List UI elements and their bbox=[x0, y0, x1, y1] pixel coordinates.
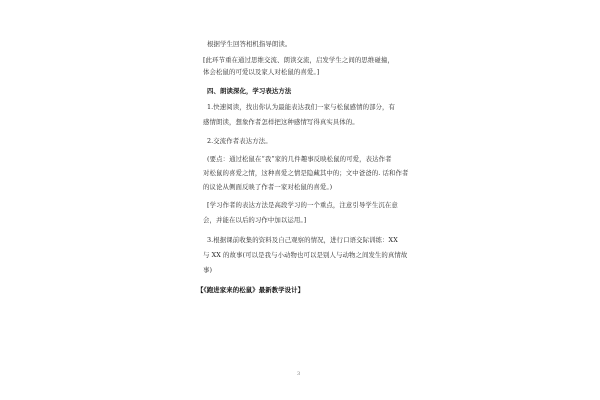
text-line-7: 2.交流作者表达方法。 bbox=[207, 137, 272, 145]
section-heading: 四、朗读深化，学习表达方法 bbox=[207, 87, 292, 95]
text-line-10: 的议论从侧面反映了作者一家对松鼠的喜爱。) bbox=[203, 183, 333, 191]
text-line-6: 感情朗读，想象作者怎样把这种感情写得真实具体的。 bbox=[203, 118, 359, 126]
page-number: 3 bbox=[297, 371, 301, 377]
document-title-bracket: 【《跑进家来的松鼠》最新教学设计】 bbox=[197, 286, 305, 294]
text-line-15: 事) bbox=[203, 266, 213, 274]
text-line-3: 体会松鼠的可爱以及家人对松鼠的喜爱。] bbox=[203, 68, 320, 76]
text-line-9: 对松鼠的喜爱之情，这种喜爱之情是隐藏其中的；文中爸爸的. 话和作者 bbox=[203, 169, 409, 177]
text-line-5: 1.快速阅读，找出你认为最能表达我们一家与松鼠感情的部分，有 bbox=[207, 103, 396, 111]
text-line-2: [此环节重在通过思维交流、朗读交流，启发学生之间的思维碰撞， bbox=[203, 56, 394, 64]
text-line-14: 与 XX 的故事(可以是我与小动物也可以是别人与动物之间发生的真情故 bbox=[203, 251, 408, 259]
text-line-12: 会，并能在以后的习作中加以运用。] bbox=[203, 216, 307, 224]
text-line-8: (要点：通过松鼠在“我”家的几件趣事反映松鼠的可爱，表达作者 bbox=[207, 155, 392, 163]
text-line-11: [学习作者的表达方法是高段学习的一个重点，注意引导学生沉在意 bbox=[207, 201, 398, 209]
text-line-1: 根据学生回答相机指导朗读。 bbox=[207, 40, 292, 48]
text-line-13: 3.根据课前收集的资料及自己观察的情况，进行口语交际训练：XX bbox=[207, 236, 398, 244]
